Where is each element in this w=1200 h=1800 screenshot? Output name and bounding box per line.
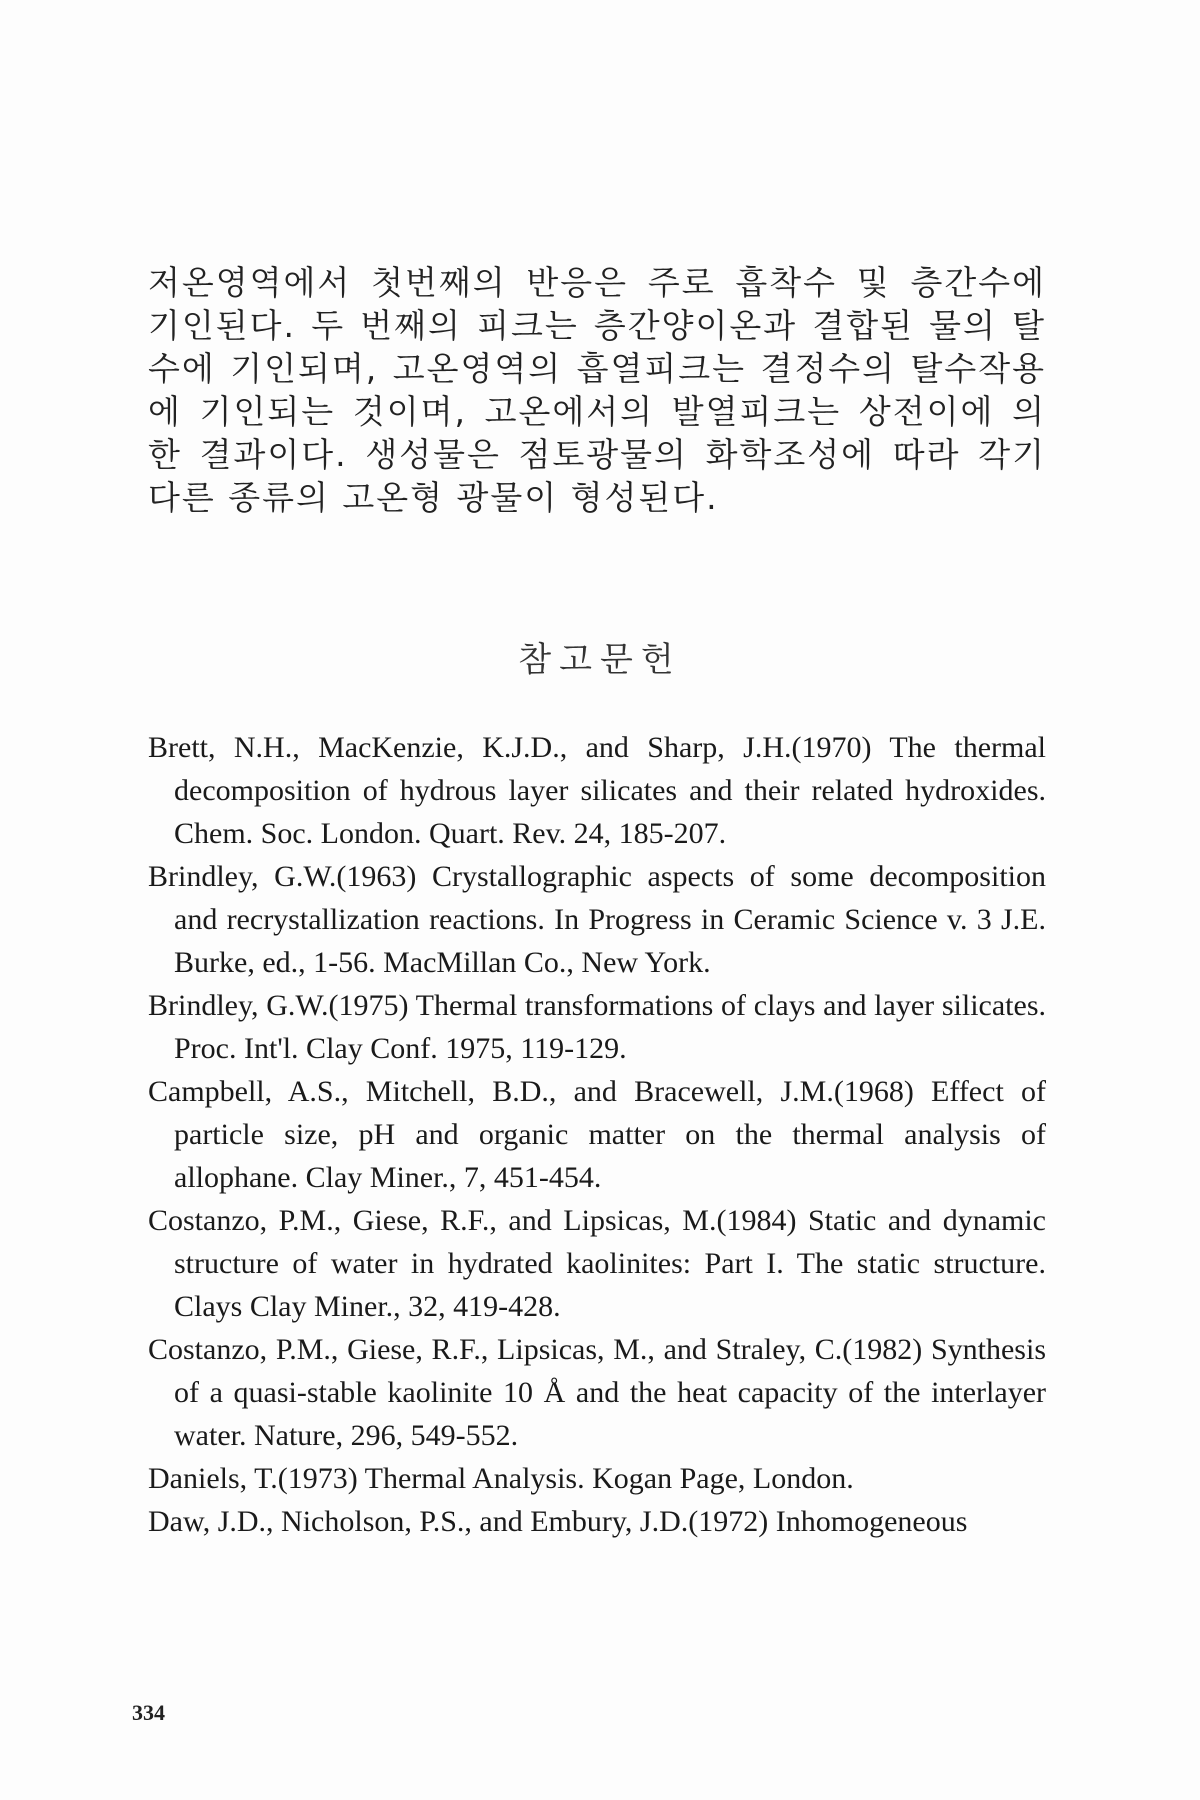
page-number: 334	[132, 1700, 165, 1725]
body-paragraph: 저온영역에서 첫번째의 반응은 주로 흡착수 및 층간수에 기인된다. 두 번째의 피크는 층간양이온과 결합된 물의 탈수에 기인되며, 고온영역의 흡열피크는 결정수의 탈수작용에 기인되는 것이며, 고온에서의 발열피크는 상전이에 의한 결과이다. 생성물은 점토광물의 화학조성에 따라 각기 다른 종류의 고온형 광물이 형성된다.	[148, 263, 1046, 517]
reference-item: Costanzo, P.M., Giese, R.F., Lipsicas, M., and Straley, C.(1982) Synthesis of a quasi-stable kaolinite 10 Å and the heat capacity of the interlayer water. Nature, 296, 549-552.	[148, 1333, 1046, 1452]
reference-item: Brindley, G.W.(1975) Thermal transformations of clays and layer silicates. Proc. Int'l. Clay Conf. 1975, 119-129.	[148, 989, 1046, 1065]
reference-item: Costanzo, P.M., Giese, R.F., and Lipsicas, M.(1984) Static and dynamic structure of water in hydrated kaolinites: Part I. The static structure. Clays Clay Miner., 32, 419-428.	[148, 1204, 1046, 1323]
references-title: 참고문헌	[518, 640, 682, 680]
reference-item: Daniels, T.(1973) Thermal Analysis. Kogan Page, London.	[148, 1462, 854, 1495]
reference-item: Daw, J.D., Nicholson, P.S., and Embury, J.D.(1972) Inhomogeneous	[148, 1505, 968, 1538]
reference-item: Brindley, G.W.(1963) Crystallographic aspects of some decomposition and recrystallization reactions. In Progress in Ceramic Science v. 3 J.E. Burke, ed., 1-56. MacMillan Co., New York.	[148, 860, 1046, 979]
reference-item: Brett, N.H., MacKenzie, K.J.D., and Sharp, J.H.(1970) The thermal decomposition of hydrous layer silicates and their related hydroxides. Chem. Soc. London. Quart. Rev. 24, 185-207.	[148, 731, 1046, 850]
reference-list	[148, 726, 1046, 1543]
reference-item: Campbell, A.S., Mitchell, B.D., and Bracewell, J.M.(1968) Effect of particle size, pH and organic matter on the thermal analysis of allophane. Clay Miner., 7, 451-454.	[148, 1075, 1046, 1194]
